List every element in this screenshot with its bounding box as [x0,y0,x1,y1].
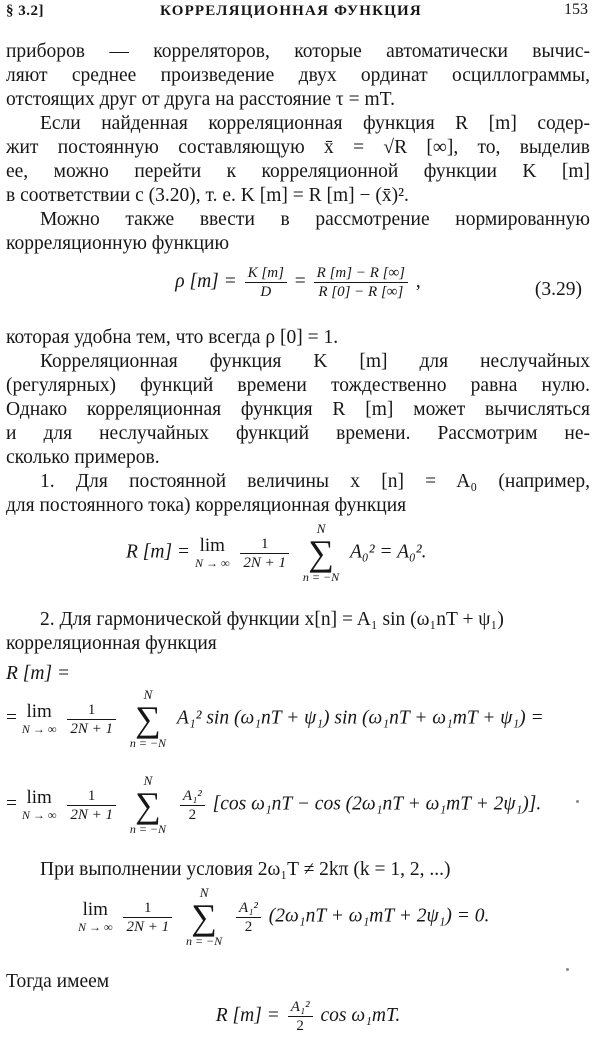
text-line: ляют среднее произведение двух ординат осциллограммы, [6,65,590,86]
fraction-numerator: R [m] − R [∞] [314,264,408,283]
eq-lhs: ρ [m] = [175,270,237,292]
fraction-numerator: A₁² [288,998,313,1017]
limit-word: lim [26,787,52,808]
fraction-denominator: 2 [296,1018,304,1034]
eq-rhs: A₁² sin (ω₁nT + ψ₁) sin (ω₁nT + ω₁mT + ψ₁) = [176,707,544,729]
fraction-numerator: 1 [67,701,116,720]
section-number: § 3.2] [6,3,44,19]
text-line: Можно также ввести в рассмотрение нормированную [40,209,590,230]
fraction [288,998,313,1035]
eq-rhs: (2ω₁nT + ω₁mT + 2ψ₁) = 0. [268,905,490,927]
text-line: Однако корреляционная функция R [m] может вычисляться [6,399,590,420]
equation-limit-zero [6,882,590,970]
text-line: которая удобна тем, что всегда ρ [0] = 1. [6,327,339,348]
equation-harmonic-cosines [6,772,590,854]
sum-lower-limit: n = −N [129,822,167,836]
limit-word: lim [199,535,225,556]
eq-rhs: [cos ω₁nT − cos (2ω₁nT + ω₁mT + 2ψ₁)]. [212,793,542,815]
text-line: Корреляционная функция K [m] для неслучайных [40,351,590,372]
text-line: отстоящих друг от друга на расстояние τ = mT. [6,89,396,110]
text-line: приборов — корреляторов, которые автоматически вычис- [6,41,590,62]
eq-rhs: cos ω₁mT. [320,1004,401,1026]
sigma-symbol: ∑ [135,699,161,739]
paragraph-example-harmonic [6,608,590,656]
paragraph-example-constant [6,470,590,518]
equation-number: (3.29) [534,279,582,300]
summation-operator [130,688,166,750]
eq-punctuation: , [415,270,421,292]
limit-subscript: N → ∞ [21,722,57,736]
fraction-denominator: 2N + 1 [126,918,170,935]
equals-sign: = [6,707,17,729]
equals-sign: = [6,793,17,815]
paragraph-constant-component [6,112,590,208]
limit-operator [22,702,57,736]
limit-operator [195,536,230,570]
fraction-numerator: A₁² [236,899,261,918]
text-line: для постоянного тока) корреляционная функция [6,495,407,516]
fraction-denominator: 2N + 1 [243,554,287,571]
text-line: Если найденная корреляционная функция R [m] содер- [40,113,590,134]
fraction-denominator: 2 [188,806,197,823]
text-line: в соответствии с (3.20), т. е. K [m] = R [m] − (x̄)². [6,185,409,206]
running-head [0,0,600,22]
fraction-numerator: 1 [67,787,116,806]
eq-lhs: R [m] = [126,541,191,563]
fraction-numerator: K [m] [245,264,287,283]
body-text [6,40,590,1042]
text-line: корреляционную функцию [6,233,230,254]
text-then: Тогда имеем [6,971,110,992]
print-speck [576,800,579,803]
equation-3-29 [6,256,590,326]
limit-subscript: N → ∞ [194,556,230,570]
fraction [67,787,116,824]
fraction [67,701,116,738]
paragraph-correlators [6,40,590,112]
fraction [314,264,408,301]
summation-operator [130,774,166,836]
text-line: 1. Для постоянной величины x [n] = A₀ (например, [40,471,590,492]
equation-final-result [6,994,590,1042]
text-line: сколько примеров. [6,447,160,468]
eq-lhs: R [m] = [215,1004,280,1026]
chapter-title: КОРРЕЛЯЦИОННАЯ ФУНКЦИЯ [160,3,422,19]
equation-constant-correlation [6,518,590,608]
text-line: жит постоянную составляющую x̄ = √R [∞], то, выделив [6,137,590,158]
fraction-denominator: D [260,284,272,300]
text-line: и для неслучайных функций времени. Рассмотрим не- [6,423,590,444]
page-number: 153 [564,1,588,18]
sigma-symbol: ∑ [191,897,217,937]
limit-subscript: N → ∞ [78,920,113,934]
sum-upper-limit: N [143,687,153,702]
equals-sign: = [294,270,306,292]
summation-operator [303,522,339,584]
fraction-denominator: 2N + 1 [70,806,113,823]
sum-upper-limit: N [316,521,326,536]
fraction [245,264,287,301]
sigma-symbol: ∑ [308,533,334,573]
sum-lower-limit: n = −N [302,570,340,584]
equation-harmonic-lhs: R [m] = [6,663,71,684]
fraction [123,899,172,936]
sigma-symbol: ∑ [135,785,161,825]
fraction-denominator: 2N + 1 [70,720,113,737]
limit-word: lim [82,899,108,920]
text-line: ее, можно перейти к корреляционной функции K [m] [6,161,590,182]
fraction-numerator: 1 [123,899,172,918]
fraction [180,787,205,824]
text-condition: При выполнении условия 2ω₁T ≠ 2kπ (k = 1, 2, ...) [40,859,451,880]
fraction-numerator: 1 [240,535,289,554]
equation-harmonic-expanded [6,686,590,772]
sum-upper-limit: N [143,773,153,788]
print-speck [566,968,569,971]
summation-operator [186,886,222,948]
eq-rhs: A₀² = A₀². [350,541,427,563]
paragraph-regular-functions [6,326,590,470]
limit-operator [22,788,57,822]
text-line: корреляционная функция [6,633,217,654]
fraction [240,535,289,572]
limit-operator [78,900,113,934]
sum-upper-limit: N [199,885,209,900]
limit-word: lim [26,701,52,722]
text-line: (регулярных) функций времени тождественно равна нулю. [6,375,590,396]
paragraph-normalized [6,208,590,256]
fraction-denominator: R [0] − R [∞] [318,284,404,300]
text-line: 2. Для гармонической функции x[n] = A₁ sin (ω₁nT + ψ₁) [40,609,504,630]
limit-subscript: N → ∞ [21,808,57,822]
sum-lower-limit: n = −N [185,934,223,948]
sum-lower-limit: n = −N [129,736,167,750]
fraction-denominator: 2 [244,918,253,935]
fraction-numerator: A₁² [180,787,205,806]
fraction [236,899,261,936]
